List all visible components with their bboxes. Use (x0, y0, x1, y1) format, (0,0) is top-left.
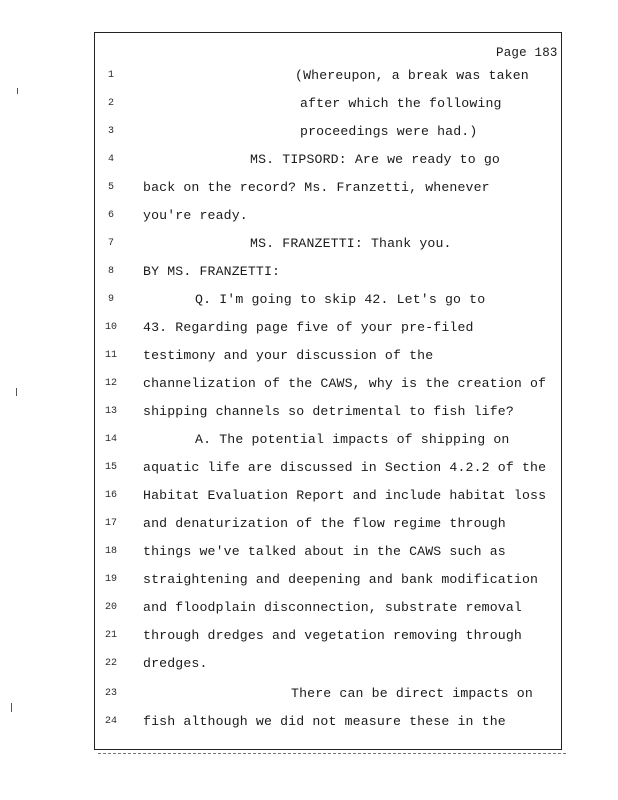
transcript-line: aquatic life are discussed in Section 4.2.2 of the (143, 460, 547, 475)
line-number: 4 (107, 154, 114, 165)
transcript-line: channelization of the CAWS, why is the creation of (143, 376, 547, 391)
transcript-line: things we've talked about in the CAWS such as (143, 544, 506, 559)
line-number: 17 (104, 518, 117, 529)
transcript-line: back on the record? Ms. Franzetti, whenever (143, 180, 490, 195)
transcript-line: and floodplain disconnection, substrate removal (143, 600, 522, 615)
transcript-line: fish although we did not measure these in the (143, 714, 506, 729)
line-number: 20 (104, 602, 117, 613)
transcript-line: through dredges and vegetation removing through (143, 628, 522, 643)
line-number: 7 (107, 238, 114, 249)
line-number: 23 (104, 688, 117, 699)
scan-mark (17, 88, 18, 94)
transcript-line: after which the following (300, 96, 502, 111)
line-number: 24 (104, 716, 117, 727)
line-number: 3 (107, 126, 114, 137)
line-number: 13 (104, 406, 117, 417)
transcript-line: MS. TIPSORD: Are we ready to go (250, 152, 500, 167)
page-number: Page 183 (496, 46, 558, 60)
line-number: 14 (104, 434, 117, 445)
transcript-line: you're ready. (143, 208, 248, 223)
transcript-line: MS. FRANZETTI: Thank you. (250, 236, 452, 251)
line-number: 5 (107, 182, 114, 193)
transcript-line: BY MS. FRANZETTI: (143, 264, 281, 279)
transcript-line: (Whereupon, a break was taken (295, 68, 529, 83)
transcript-line: There can be direct impacts on (291, 686, 533, 701)
line-number: 19 (104, 574, 117, 585)
scan-mark (16, 388, 17, 396)
line-number: 10 (104, 322, 117, 333)
transcript-line: Habitat Evaluation Report and include habitat loss (143, 488, 547, 503)
line-number: 15 (104, 462, 117, 473)
line-number: 22 (104, 658, 117, 669)
line-number: 18 (104, 546, 117, 557)
transcript-line: dredges. (143, 656, 208, 671)
line-number: 11 (104, 350, 117, 361)
transcript-line: proceedings were had.) (300, 124, 478, 139)
line-number: 12 (104, 378, 117, 389)
transcript-line: 43. Regarding page five of your pre-filed (143, 320, 474, 335)
transcript-line: shipping channels so detrimental to fish life? (143, 404, 514, 419)
line-number: 1 (107, 70, 114, 81)
line-number: 21 (104, 630, 117, 641)
scan-mark (11, 703, 12, 712)
line-number: 9 (107, 294, 114, 305)
line-number: 16 (104, 490, 117, 501)
transcript-line: straightening and deepening and bank modification (143, 572, 539, 587)
transcript-line: and denaturization of the flow regime through (143, 516, 506, 531)
transcript-line: testimony and your discussion of the (143, 348, 434, 363)
transcript-line: A. The potential impacts of shipping on (195, 432, 510, 447)
line-number: 2 (107, 98, 114, 109)
transcript-line: Q. I'm going to skip 42. Let's go to (195, 292, 486, 307)
line-number: 8 (107, 266, 114, 277)
line-number: 6 (107, 210, 114, 221)
